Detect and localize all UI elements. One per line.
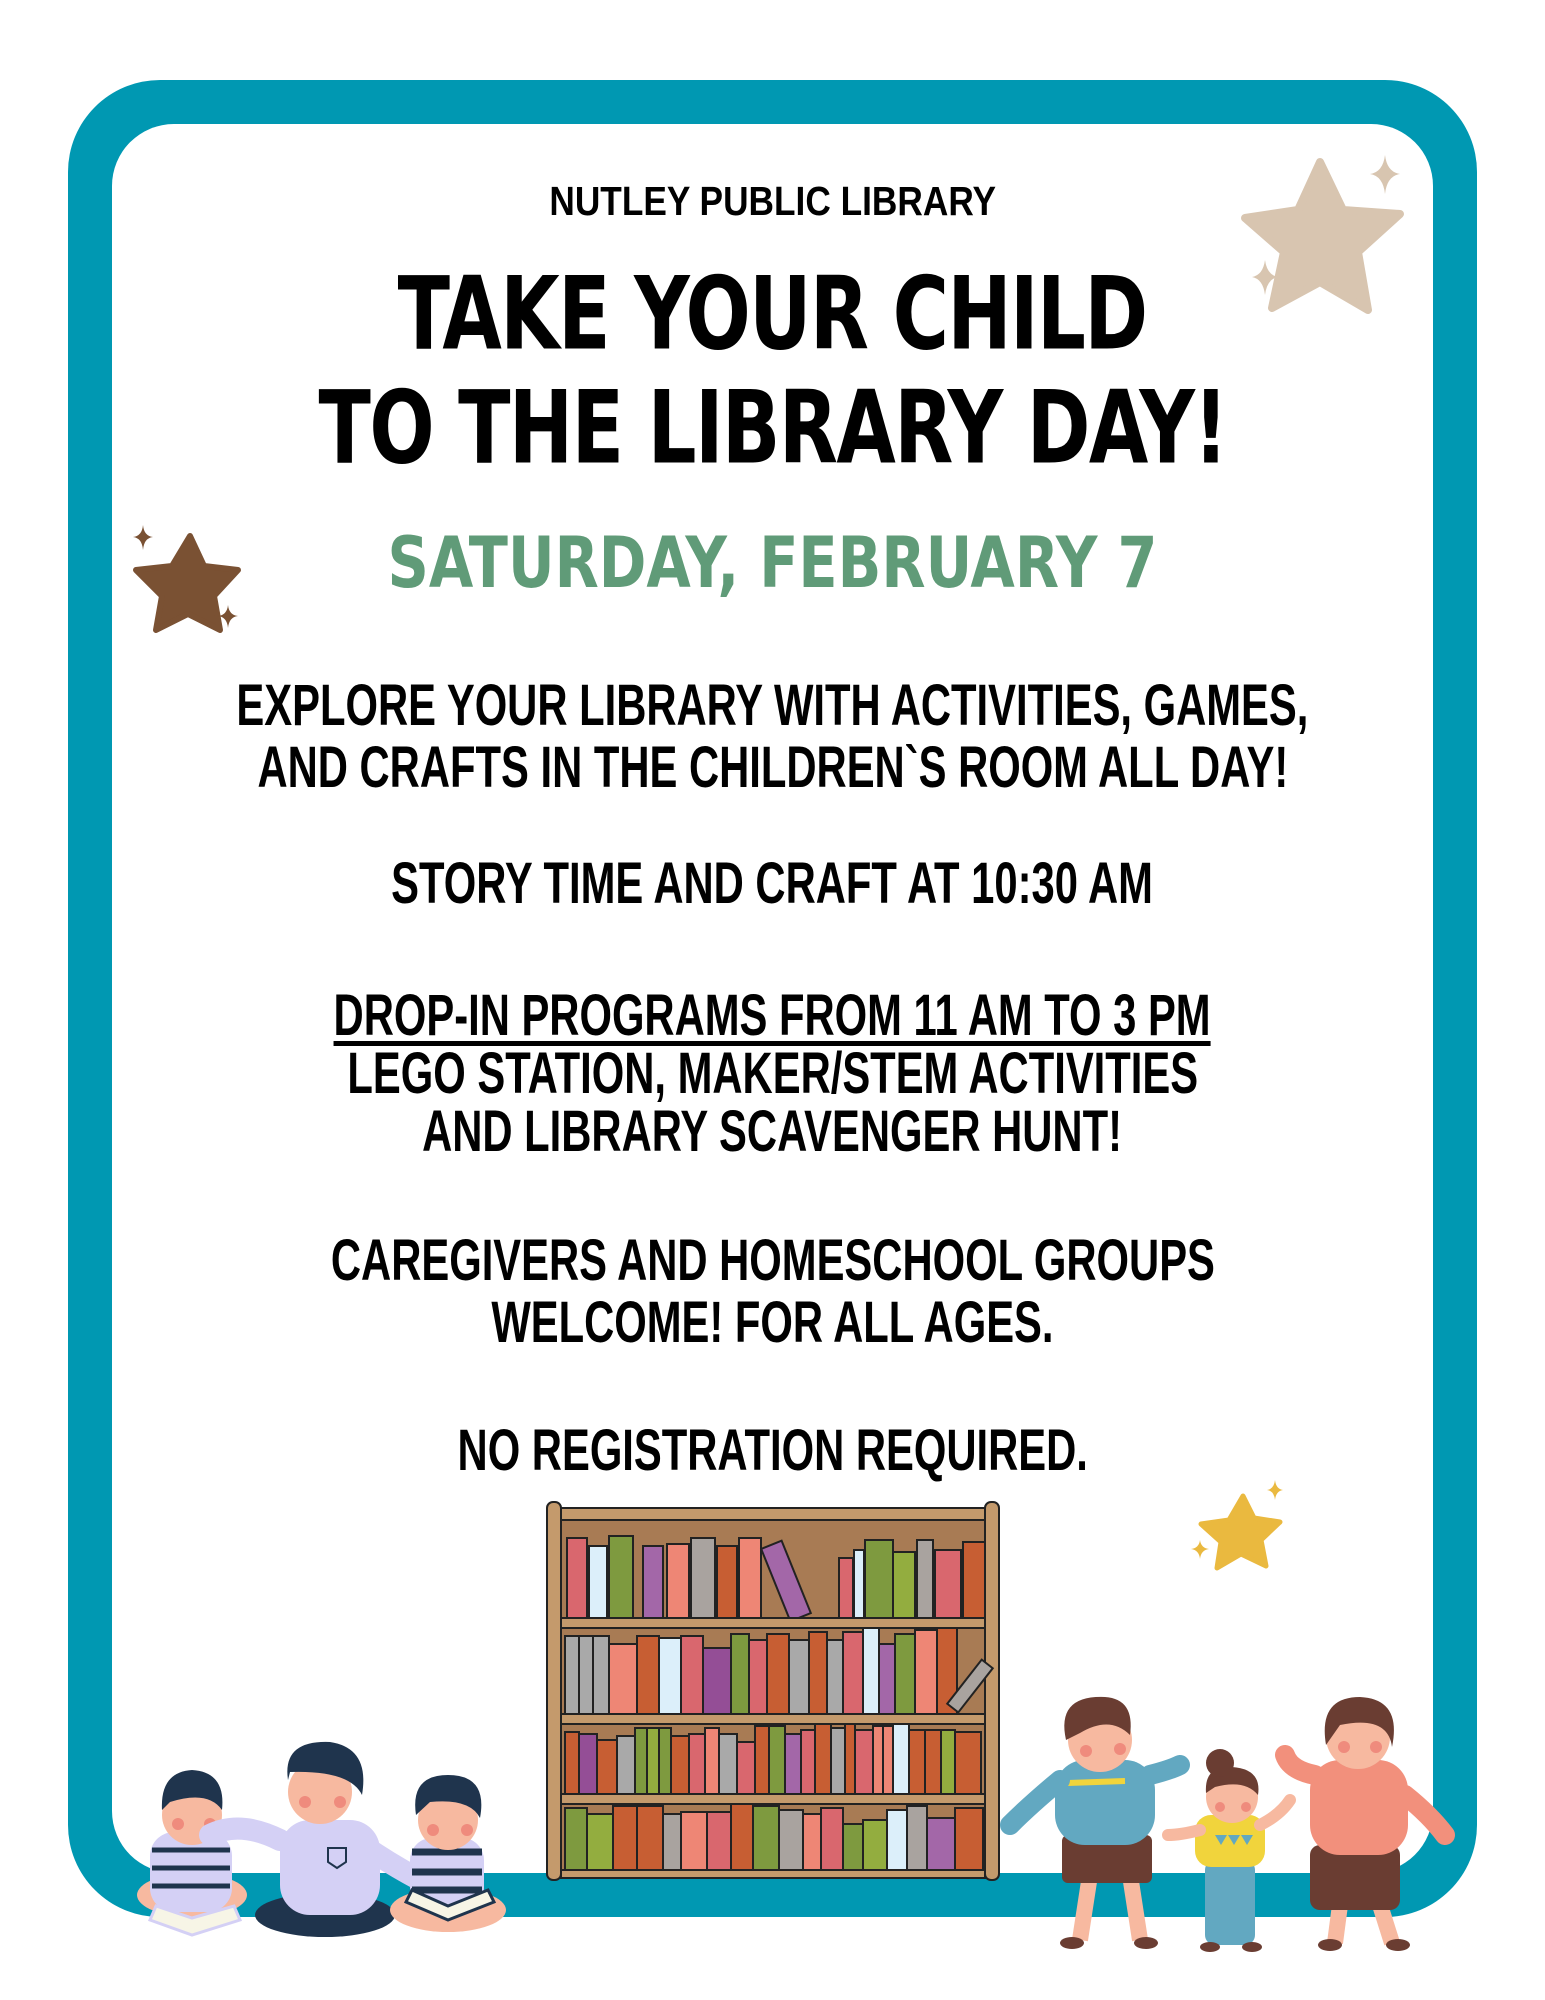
title-line-1: TAKE YOUR CHILD (398, 255, 1147, 373)
audience-line-2: WELCOME! FOR ALL AGES. (491, 1290, 1054, 1355)
event-date: SATURDAY, FEBRUARY 7 (387, 522, 1158, 604)
drop-in-programs-heading: DROP-IN PROGRAMS FROM 11 AM TO 3 PM (333, 983, 1212, 1048)
title-line-2: TO THE LIBRARY DAY! (318, 369, 1227, 487)
reading-children-illustration (130, 1720, 510, 1950)
description-line-1: EXPLORE YOUR LIBRARY WITH ACTIVITIES, GAMES, (236, 673, 1309, 738)
description-line-2: AND CRAFTS IN THE CHILDREN`S ROOM ALL DAY! (257, 735, 1288, 800)
audience-line-1: CAREGIVERS AND HOMESCHOOL GROUPS (330, 1228, 1215, 1293)
drop-in-programs-line-2: AND LIBRARY SCAVENGER HUNT! (422, 1099, 1123, 1164)
registration-note: NO REGISTRATION REQUIRED. (457, 1418, 1088, 1483)
gold-star-icon (1185, 1478, 1295, 1578)
drop-in-programs-line-1: LEGO STATION, MAKER/STEM ACTIVITIES (347, 1041, 1198, 1106)
bookshelf-illustration (543, 1498, 1003, 1883)
organization-name: NUTLEY PUBLIC LIBRARY (549, 178, 996, 224)
family-illustration (1000, 1685, 1460, 1955)
story-time-line: STORY TIME AND CRAFT AT 10:30 AM (391, 851, 1154, 916)
